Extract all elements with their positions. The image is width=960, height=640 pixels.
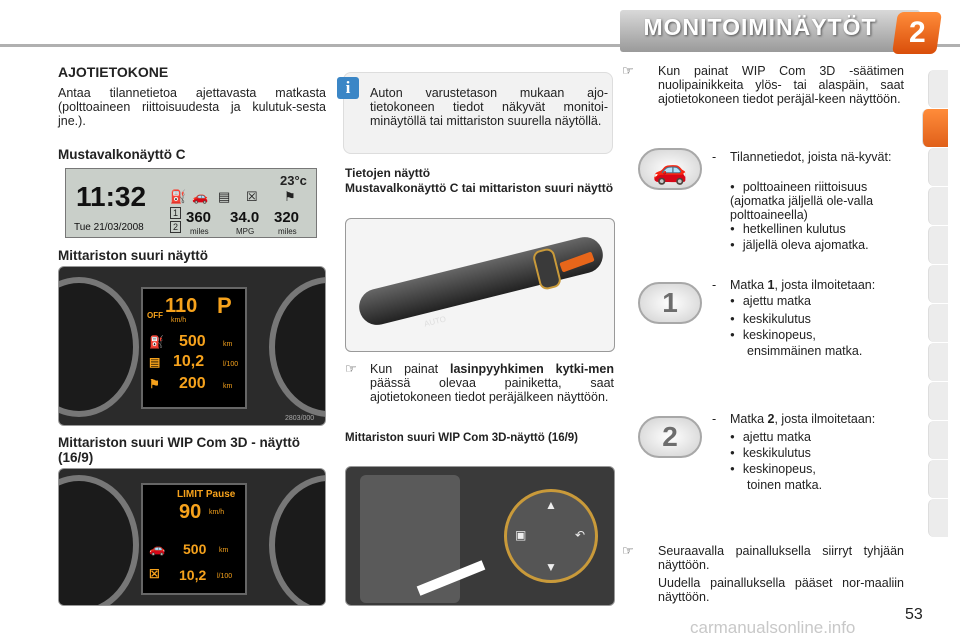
info-note-text: Auton varustetason mukaan ajo-tietokoneen tiedot näkyvät monitoi-minäytöllä tai mittariston suurella näytöllä. [370,86,608,128]
gauge-left [58,277,139,417]
large-screen-heading: Mittariston suuri näyttö [58,248,209,263]
wip-display-screen [141,483,247,595]
car-icon: 🚗 [149,541,166,556]
wiper-stalk [355,233,606,328]
chapter-tab[interactable] [928,304,948,342]
block2-suffix: , josta ilmoitetaan: [774,278,876,292]
display-heading: Tietojen näyttö [345,166,431,180]
instruction-bold: lasinpyyhkimen kytki-men [450,362,614,376]
dash: - [712,150,717,164]
stalk-auto-label: AUTO [423,314,447,329]
block2-tail: ensimmäinen matka. [747,344,863,358]
speed-value: 110 [165,295,198,317]
wip-cluster-photo [58,468,326,606]
figure-code: 2803/000 [285,415,315,422]
gear-indicator: P [217,293,232,318]
wip-range-value: 500 [183,541,207,557]
block3-item: ● ajettu matka [730,430,811,444]
lcd-clock: 11:32 [76,181,147,212]
down-arrow-icon[interactable]: ▼ [545,560,557,574]
chapter-tab[interactable] [928,343,948,381]
block1-item: ● polttoaineen riittoisuus (ajomatka jäljellä ole-valla polttoaineella) [730,180,906,222]
display-subheading: Mustavalkonäyttö C tai mittariston suuri näyttö [345,181,614,195]
wip-com-controller[interactable] [504,489,598,583]
cross-box-icon: ☒ [149,567,160,581]
lcd-value-3: 320 [274,209,300,226]
gauge-right [269,475,326,606]
chapter-tab[interactable] [928,265,948,303]
footer-note-1: Seuraavalla painalluksella siirryt tyhjään näyttöön. [658,544,904,572]
lcd-value-2: 34.0 [230,209,260,226]
intro-text: Antaa tilannetietoa ajettavasta matkasta (polttoaineen riittoisuudesta ja kulutuk-sesta jne.). [58,86,326,128]
flag-icon: ⚑ [149,377,160,391]
wip-consumption-unit: l/100 [217,573,233,580]
monochrome-screen-c [65,168,317,238]
block2-title [730,278,908,292]
wip-range-unit: km [219,547,229,554]
back-icon[interactable]: ↶ [575,528,586,542]
page-number: 53 [905,606,923,623]
off-label: OFF [147,311,163,320]
wip-consumption-value: 10,2 [179,567,207,583]
section-title: AJOTIETOKONE [58,64,169,80]
lcd-temperature: 23°c [280,173,307,188]
limit-pause-label: LIMIT Pause [177,489,236,500]
footer-note-2: Uudella painalluksella pääset nor-maaliin näyttöön. [658,576,904,604]
menu-icon[interactable]: ▣ [515,528,527,542]
trip-1-indicator: 1 [170,207,181,219]
lcd-value-1: 360 [186,209,212,226]
dash: - [712,412,717,426]
chapter-number: 2 [908,16,926,49]
limit-speed-unit: km/h [209,509,225,516]
stalk-instruction [370,362,614,404]
lcd-unit-1: miles [190,227,209,236]
block2-item: ● ajettu matka [730,294,811,308]
gauge-right [269,277,326,417]
cross-box-icon: ☒ [246,189,258,204]
fuel-pump-icon: ⛽ [170,189,187,204]
remaining-unit: km [223,383,233,390]
lcd-unit-3: miles [278,227,297,236]
chapter-tab[interactable] [928,460,948,498]
fuel-pump-icon: ⛽ [149,335,164,349]
block2-prefix: Matka [730,278,768,292]
dash: - [712,278,717,292]
page-title: MONITOIMINÄYTÖT [643,14,877,40]
car-display-icon: 🚗 [638,148,702,190]
consumption-value: 10,2 [173,353,205,370]
speed-unit: km/h [171,317,187,324]
block3-num: 2 [767,412,775,426]
range-value: 500 [179,333,206,350]
block3-item: ● keskikulutus [730,446,811,460]
limit-speed-value: 90 [179,501,202,523]
chapter-tab[interactable] [928,499,948,537]
trip-2-indicator: 2 [170,221,181,233]
large-display-screen [141,287,247,409]
chapter-tabs [928,70,948,538]
flag-icon: ⚑ [284,189,296,204]
stalk-photo [345,218,615,352]
chapter-tab[interactable] [928,382,948,420]
info-icon: i [337,77,359,99]
chapter-tab[interactable] [928,148,948,186]
block3-item: ● keskinopeus, [730,462,816,476]
watermark: carmanualsonline.info [690,618,856,637]
gauge-left [58,475,139,606]
wip-instruction: Kun painat WIP Com 3D -säätimen nuolipainikkeita ylös- tai alaspäin, saat ajotietokoneen tiedot peräjäl-keen näyttöön. [658,64,904,106]
chapter-tab[interactable] [928,187,948,225]
chapter-tab[interactable] [928,226,948,264]
consumption-unit: l/100 [223,361,239,368]
consumption-icon: ▤ [149,355,161,369]
block1-item: ● jäljellä oleva ajomatka. [730,238,906,252]
instruction-rest: päässä olevaa painiketta, saat ajotietokoneen tiedot peräjälkeen näyttöön. [370,376,614,404]
chapter-tab-active[interactable] [922,109,948,147]
trip-1-icon: 1 [638,282,702,324]
fuel-gauge-icon: ▤ [218,189,231,204]
instruction-prefix: Kun painat [370,362,450,376]
wip-display-heading: Mittariston suuri WIP Com 3D-näyttö (16/9) [345,432,579,444]
block2-item: ● keskikulutus [730,312,811,326]
chapter-tab[interactable] [928,70,948,108]
arrow-bullet-icon: ☞ [622,543,634,558]
block3-prefix: Matka [730,412,768,426]
trip-2-icon: 2 [638,416,702,458]
chapter-badge [892,12,942,54]
range-unit: km [223,341,233,348]
block3-title [730,412,908,426]
block1-title: Tilannetiedot, joista nä-kyvät: [730,150,892,164]
block1-item: ● hetkellinen kulutus [730,222,906,236]
wip-control-photo [345,466,615,606]
arrow-bullet-icon: ☞ [345,361,357,376]
chapter-tab[interactable] [928,421,948,459]
screen-c-heading: Mustavalkonäyttö C [58,147,186,162]
lcd-unit-2: MPG [236,227,255,236]
block3-suffix: , josta ilmoitetaan: [774,412,876,426]
wip-screen-heading: Mittariston suuri WIP Com 3D - näyttö (16/9) [58,435,301,465]
block2-num: 1 [767,278,775,292]
up-arrow-icon[interactable]: ▲ [545,498,557,512]
car-icon: 🚗 [192,189,209,204]
lcd-date: Tue 21/03/2008 [74,222,144,233]
block2-item: ● keskinopeus, [730,328,816,342]
remaining-value: 200 [179,375,206,392]
block3-tail: toinen matka. [747,478,823,492]
arrow-bullet-icon: ☞ [622,63,634,78]
instrument-cluster-photo [58,266,326,426]
